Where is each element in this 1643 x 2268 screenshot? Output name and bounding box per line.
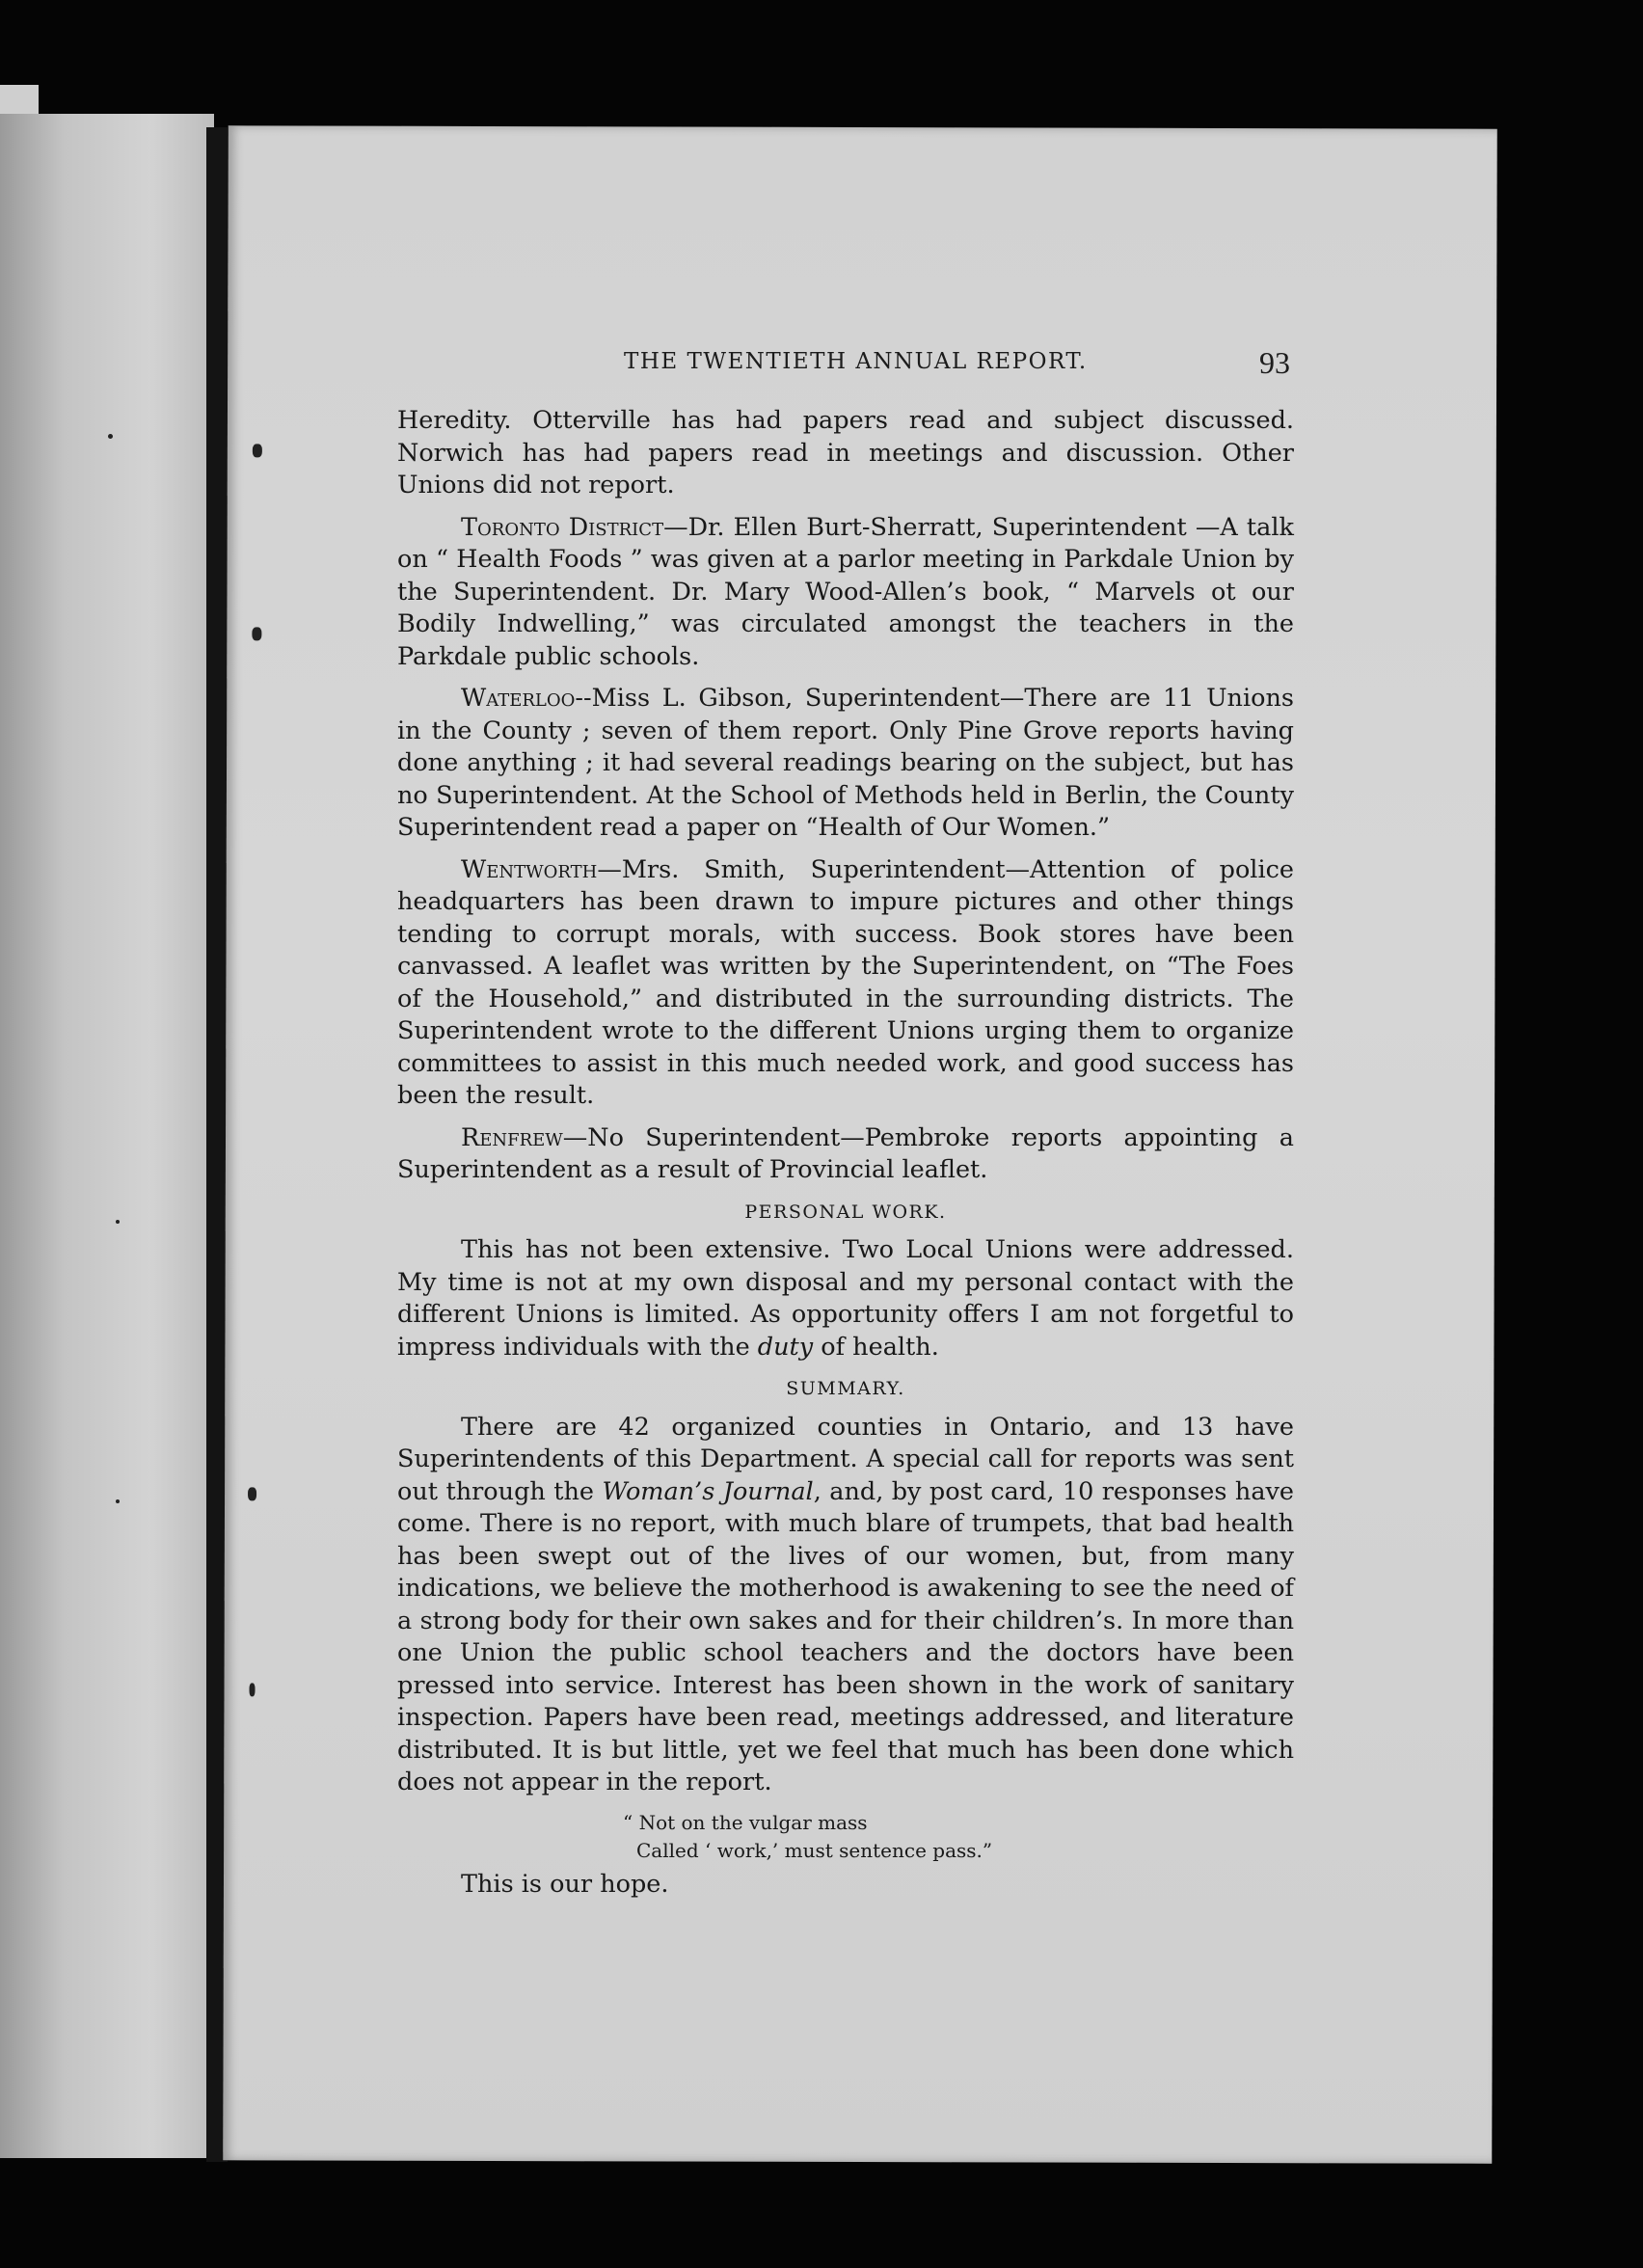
district-name-renfrew: Renfrew	[461, 1122, 563, 1152]
district-name-waterloo: Waterloo	[461, 684, 576, 713]
personal-work-text-end: of health.	[813, 1332, 939, 1362]
scan-speck	[253, 444, 262, 457]
emphasis-duty: duty	[757, 1332, 814, 1362]
verse-line-2: Called ‘ work,’ must sentence pass.”	[636, 1838, 993, 1862]
paragraph-heredity: Heredity. Otterville has had papers read and subject discussed. Norwich has had papers read in meetings and discussion. Other Unions did not report.	[397, 406, 1294, 500]
section-heading-personal-work: PERSONAL WORK.	[744, 1201, 947, 1223]
previous-page-strip	[0, 85, 39, 114]
verse-quote	[623, 1809, 1294, 1865]
renfrew-text: —No Superintendent—Pembroke reports appointing a Superintendent as a result of Provincial leaflet.	[397, 1122, 1294, 1184]
district-name-wentworth: Wentworth	[461, 854, 598, 884]
scan-speck	[116, 1499, 120, 1503]
verse-line-1: “ Not on the vulgar mass	[623, 1810, 868, 1834]
running-head: THE TWENTIETH ANNUAL REPORT.	[624, 349, 1088, 374]
scan-speck	[252, 627, 261, 640]
summary-text-end: , and, by post card, 10 responses have come. There is no report, with much blare of trumpets, that bad health has been swept out of the lives of our women, but, from many indications, we believe the motherhood is awakening to see the need of a strong body for their own sakes and for their children’s. In more than one Union the public school teachers and the doctors have been pressed into service. Interest has been shown in the work of sanitary inspection. Papers have been read, meetings addressed, and literature distributed. It is but little, yet we feel that much has been done which does not appear in the report.	[397, 1476, 1295, 1796]
wentworth-text: —Mrs. Smith, Superintendent—Attention of police headquarters has been drawn to impure pictures and other things tending to corrupt morals, with success. Book stores have been canvassed. A leaflet was written by the Superintendent, on “The Foes of the Household,” and distributed in the surrounding districts. The Superintendent wrote to the different Unions urging them to organize committees to assist in this much needed work, and good success has been the result.	[397, 854, 1294, 1110]
paragraph-toronto	[397, 512, 1294, 674]
paragraph-waterloo	[397, 683, 1294, 845]
page-body	[397, 405, 1294, 1910]
section-heading-summary: SUMMARY.	[786, 1378, 905, 1399]
scan-speck	[249, 1683, 255, 1696]
paragraph-renfrew	[397, 1122, 1294, 1187]
waterloo-text: --Miss L. Gibson, Superintendent—There are 11 Unions in the County ; seven of them report. Only Pine Grove reports having done anything ; it had several readings bearing on the subject, but has no Superintendent. At the School of Methods held in Berlin, the County Superintendent read a paper on “Health of Our Women.”	[397, 684, 1294, 842]
closing-line: This is our hope.	[461, 1869, 669, 1899]
scan-speck	[248, 1487, 256, 1500]
toronto-text: —Dr. Ellen Burt-Sherratt, Superintendent —A talk on “ Health Foods ” was given at a parlor meeting in Parkdale Union by the Superintendent. Dr. Mary Wood-Allen’s book, “ Marvels ot our Bodily Indwelling,” was circulated amongst the teachers in the Parkdale public schools.	[397, 512, 1294, 671]
journal-title: Woman’s Journal	[602, 1476, 814, 1506]
page-number: 93	[1259, 345, 1290, 380]
paragraph-wentworth	[397, 854, 1294, 1113]
scan-speck	[108, 434, 113, 439]
summary-text: There are 42 organized counties in Ontario, and 13 have Superintendents of this Department. A special call for reports was sent out through the	[397, 1412, 1294, 1506]
personal-work-text: This has not been extensive. Two Local Unions were addressed. My time is not at my own disposal and my personal contact with the different Unions is limited. As opportunity offers I am not forgetful to impress individuals with the	[397, 1235, 1294, 1362]
paragraph-summary	[397, 1412, 1294, 1799]
district-name-toronto: Toronto District	[461, 512, 664, 542]
scan-speck	[116, 1220, 120, 1224]
paragraph-personal-work	[397, 1234, 1294, 1364]
previous-page-edge	[0, 114, 214, 2158]
